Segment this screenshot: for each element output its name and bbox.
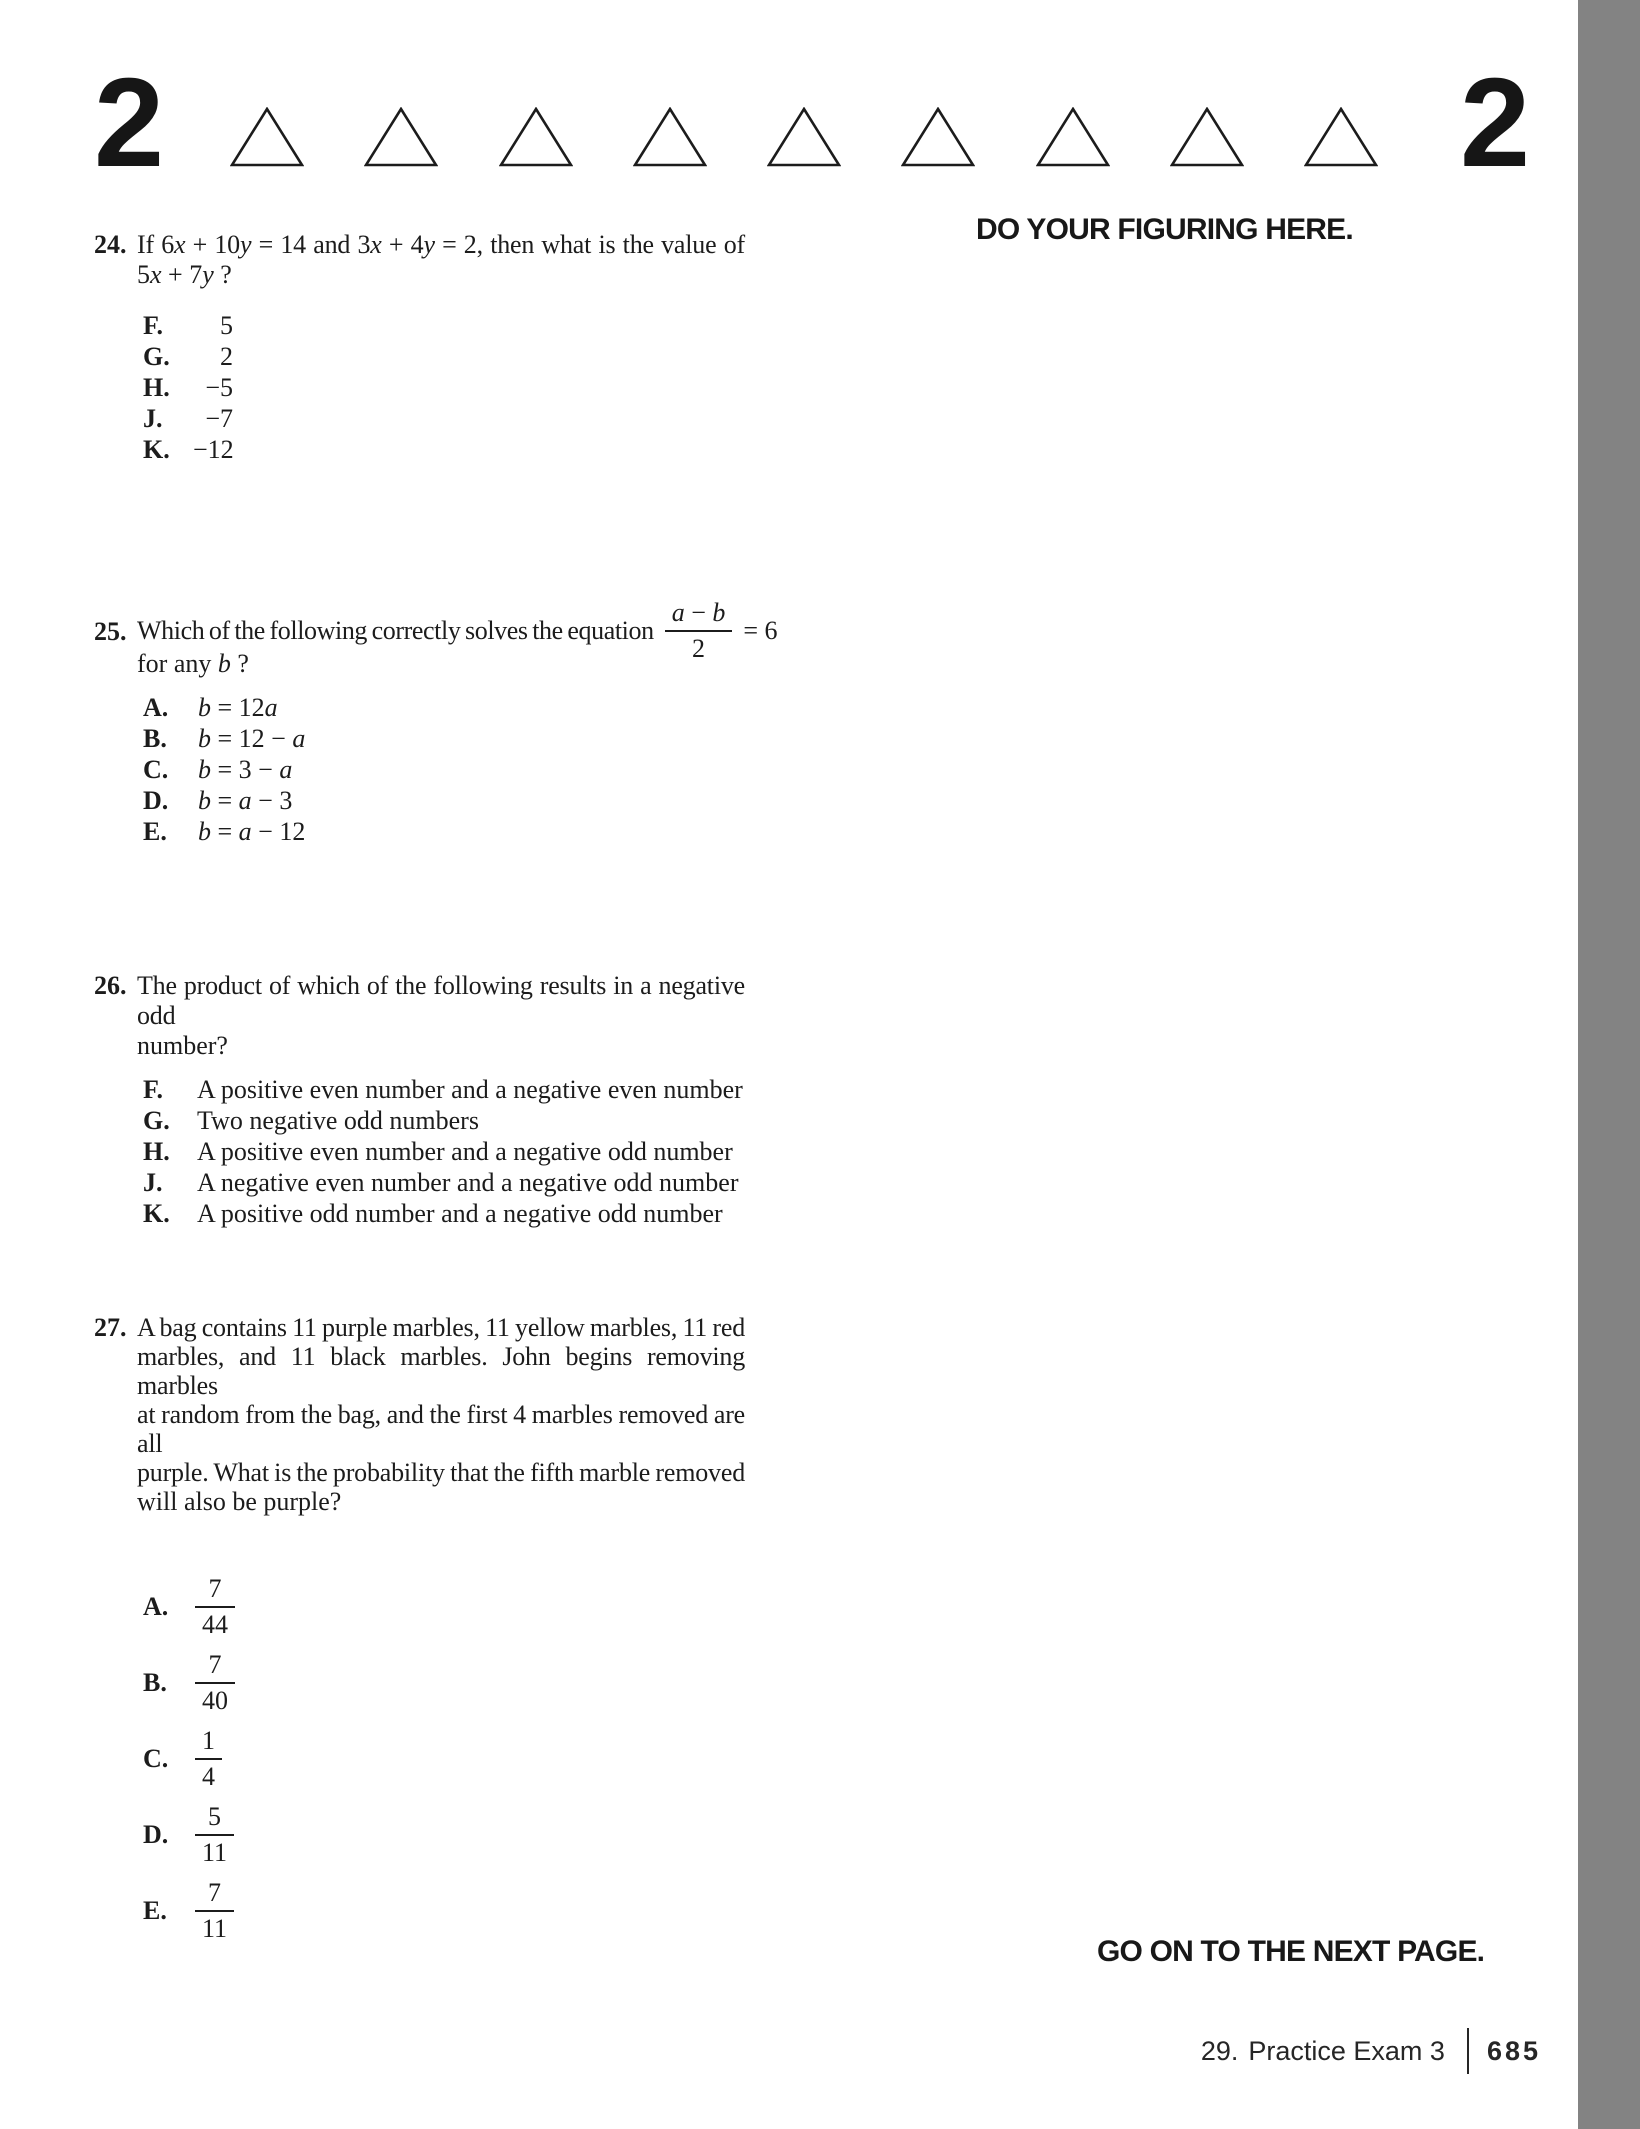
answer-choice-f: [143, 310, 745, 341]
question-number: 26.: [94, 971, 127, 1000]
choice-label: D.: [143, 786, 169, 815]
question-24: [94, 230, 745, 465]
choice-value: −7: [205, 404, 233, 433]
q25-choices: [143, 692, 778, 847]
choice-label: H.: [143, 1137, 170, 1166]
question-27: [94, 1313, 745, 1949]
question-line: at random from the bag, and the first 4 marbles removed are all: [137, 1400, 745, 1458]
question-line: A bag contains 11 purple marbles, 11 yellow marbles, 11 red: [137, 1313, 745, 1342]
choice-label: C.: [143, 1744, 169, 1773]
question-text: [137, 971, 745, 1061]
choice-label: B.: [143, 724, 167, 753]
question-number: 25.: [94, 617, 127, 646]
choice-label: A.: [143, 693, 169, 722]
triangle-icon: [364, 107, 438, 167]
section-number-left: 2: [94, 52, 163, 193]
choice-expression: b = a − 3: [198, 786, 293, 815]
q27-choices: [143, 1569, 745, 1949]
triangle-icon: [633, 107, 707, 167]
question-line: The product of which of the following results in a negative odd: [137, 971, 745, 1030]
question-line: purple. What is the probability that the fifth marble removed: [137, 1458, 745, 1487]
fraction-denominator: 11: [195, 1834, 234, 1868]
choice-expression: b = 12 − a: [198, 724, 306, 753]
choice-fraction: [195, 1726, 222, 1792]
choice-value: −5: [205, 373, 233, 402]
fraction-denominator: 2: [665, 630, 733, 664]
fraction-numerator: 7: [208, 1878, 222, 1908]
fraction-denominator: 4: [195, 1758, 222, 1792]
choice-label: J.: [143, 1168, 163, 1197]
fraction-numerator: 5: [208, 1802, 222, 1832]
answer-choice-k: [143, 1198, 745, 1229]
choice-label: D.: [143, 1820, 169, 1849]
answer-choice-a: [143, 692, 778, 723]
choice-label: G.: [143, 1106, 170, 1135]
choice-label: A.: [143, 1592, 169, 1621]
triangle-icon: [499, 107, 573, 167]
choice-text: A positive even number and a negative odd number: [197, 1137, 733, 1166]
choice-text: A positive even number and a negative even number: [197, 1075, 743, 1104]
triangle-icon: [1304, 107, 1378, 167]
fraction-denominator: 44: [195, 1606, 235, 1640]
choice-text: A positive odd number and a negative odd number: [197, 1199, 723, 1228]
question-26: [94, 971, 745, 1229]
answer-choice-b: [143, 723, 778, 754]
triangle-icon: [1036, 107, 1110, 167]
question-line: will also be purple?: [137, 1487, 342, 1516]
answer-choice-g: [143, 1105, 745, 1136]
question-lead-text: Which of the following correctly solves the equation: [137, 616, 654, 645]
choice-fraction: [195, 1878, 234, 1944]
question-line: marbles, and 11 black marbles. John begins removing marbles: [137, 1342, 745, 1400]
choice-label: G.: [143, 342, 170, 371]
answer-choice-j: [143, 403, 745, 434]
fraction-numerator: 7: [208, 1650, 222, 1680]
choice-label: J.: [143, 404, 163, 433]
triangle-icon: [230, 107, 304, 167]
choice-value: 5: [220, 311, 233, 340]
choice-fraction: [195, 1802, 234, 1868]
fraction-denominator: 11: [195, 1910, 234, 1944]
question-line: for any b ?: [137, 649, 249, 678]
choice-label: C.: [143, 755, 169, 784]
equation-rhs: = 6: [743, 616, 778, 645]
fraction-numerator: 7: [208, 1574, 222, 1604]
answer-choice-b: [143, 1645, 745, 1721]
triangle-icon: [901, 107, 975, 167]
answer-choice-c: [143, 1721, 745, 1797]
choice-fraction: [195, 1650, 235, 1716]
fraction-numerator: 1: [202, 1726, 215, 1756]
answer-choice-h: [143, 1136, 745, 1167]
page-edge-bar: [1578, 0, 1640, 2129]
answer-choice-g: [143, 341, 745, 372]
choice-value: 2: [220, 342, 233, 371]
footer-divider: [1467, 2028, 1469, 2074]
choice-label: H.: [143, 373, 170, 402]
fraction-numerator: a − b: [671, 598, 726, 628]
choice-expression: b = a − 12: [198, 817, 306, 846]
choice-value: −12: [193, 435, 234, 464]
question-line: number?: [137, 1031, 228, 1060]
answer-choice-h: [143, 372, 745, 403]
triangle-icon: [1170, 107, 1244, 167]
question-number: 27.: [94, 1313, 127, 1342]
answer-choice-e: [143, 1873, 745, 1949]
answer-choice-f: [143, 1074, 745, 1105]
choice-label: K.: [143, 435, 170, 464]
figuring-header: DO YOUR FIGURING HERE.: [976, 213, 1353, 246]
choice-text: Two negative odd numbers: [197, 1106, 479, 1135]
fraction-denominator: 40: [195, 1682, 235, 1716]
choice-label: K.: [143, 1199, 170, 1228]
question-text: [137, 230, 745, 290]
choice-expression: b = 12a: [198, 693, 278, 722]
choice-label: F.: [143, 1075, 163, 1104]
choice-fraction: [195, 1574, 235, 1640]
section-number-right: 2: [1460, 52, 1529, 193]
answer-choice-e: [143, 816, 778, 847]
footer-chapter-number: 29.: [1200, 2035, 1239, 2066]
question-number: 24.: [94, 230, 127, 259]
answer-choice-d: [143, 785, 778, 816]
answer-choice-j: [143, 1167, 745, 1198]
choice-label: E.: [143, 817, 167, 846]
answer-choice-k: [143, 434, 745, 465]
page-footer: [1201, 2028, 1541, 2074]
choice-label: B.: [143, 1668, 167, 1697]
triangle-icon: [767, 107, 841, 167]
equation-fraction: [665, 598, 733, 664]
choice-text: A negative even number and a negative odd number: [197, 1168, 739, 1197]
triangle-row: [230, 107, 1378, 167]
q24-choices: [143, 310, 745, 465]
question-text: [137, 1313, 745, 1516]
answer-choice-d: [143, 1797, 745, 1873]
choice-expression: b = 3 − a: [198, 755, 293, 784]
q26-choices: [143, 1074, 745, 1229]
choice-label: E.: [143, 1896, 167, 1925]
go-on-text: GO ON TO THE NEXT PAGE.: [1097, 1935, 1485, 1968]
answer-choice-a: [143, 1569, 745, 1645]
question-25: [94, 591, 778, 847]
question-line: If 6x + 10y = 14 and 3x + 4y = 2, then what is the value of: [137, 230, 745, 259]
answer-choice-c: [143, 754, 778, 785]
question-line: 5x + 7y ?: [137, 260, 232, 289]
footer-book-title: Practice Exam 3: [1248, 2035, 1445, 2066]
footer-page-number: 685: [1486, 2035, 1541, 2066]
choice-label: F.: [143, 311, 163, 340]
